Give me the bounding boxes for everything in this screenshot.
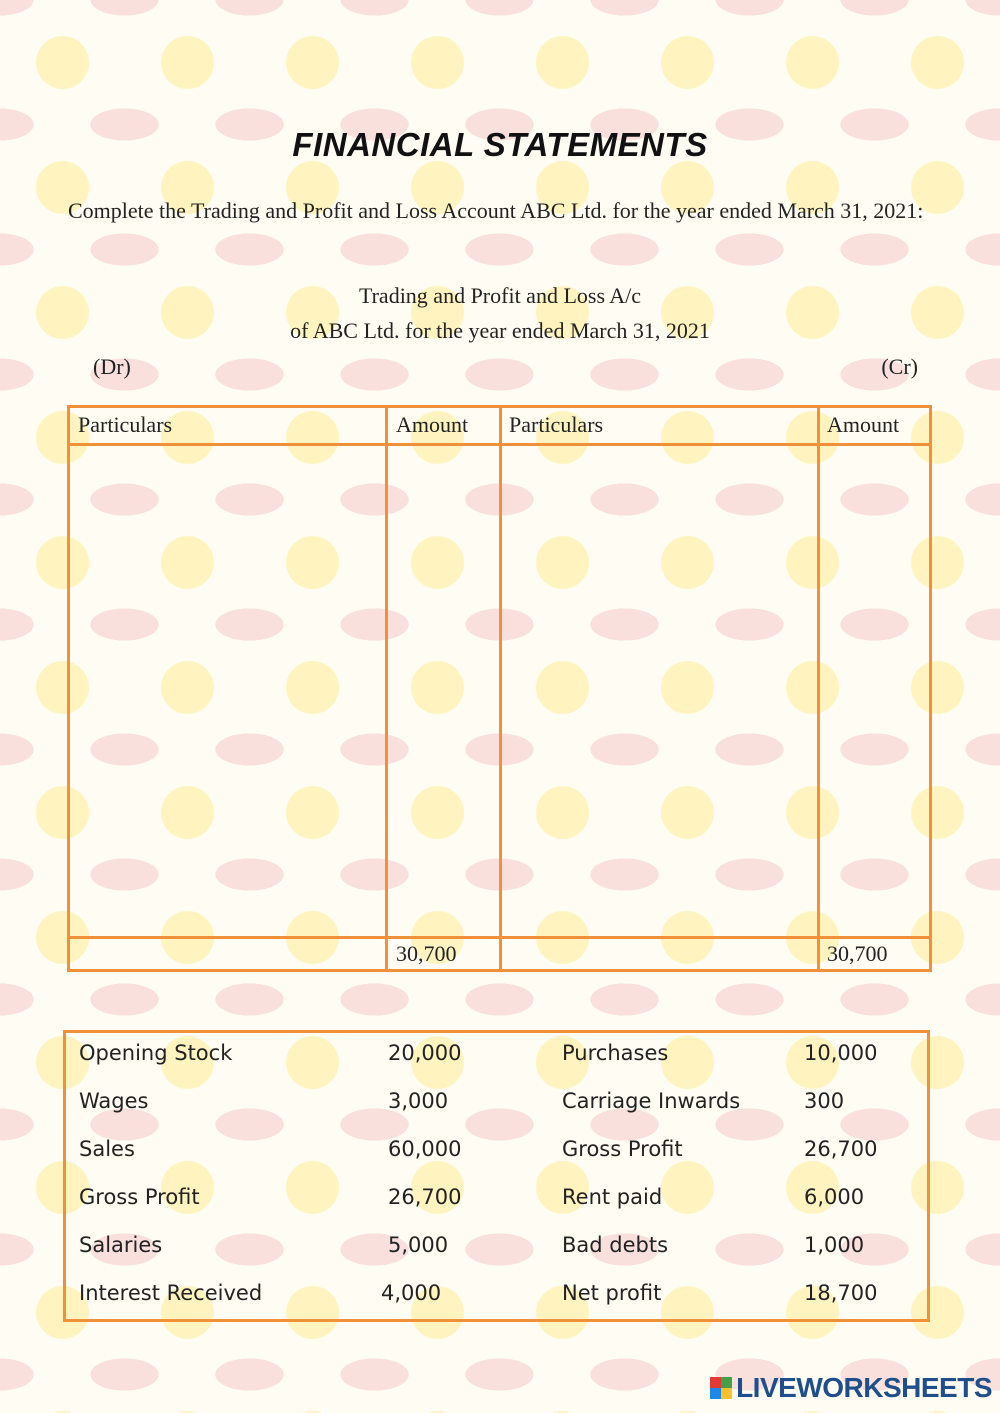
header-amount-left: Amount [396,412,469,437]
item-amount[interactable]: 6,000 [804,1185,865,1209]
list-item [66,1185,927,1233]
total-debit: 30,700 [396,941,457,966]
item-amount[interactable]: 26,700 [804,1137,878,1161]
page-title: FINANCIAL STATEMENTS [292,126,708,163]
account-title-line2: of ABC Ltd. for the year ended March 31, 2021 [290,318,710,343]
item-amount[interactable]: 300 [804,1089,845,1113]
list-item [66,1089,927,1137]
header-particulars-left: Particulars [78,412,173,437]
brand-name: LIVEWORKSHEETS [736,1372,992,1403]
item-label[interactable]: Gross Profit [562,1137,683,1161]
ledger-total-divider [70,936,929,939]
instructions-text: Complete the Trading and Profit and Loss Account ABC Ltd. for the year ended March 31, 2021: [68,198,924,223]
item-label[interactable]: Wages [79,1089,149,1113]
item-label[interactable]: Net profit [562,1281,662,1305]
list-item [66,1137,927,1185]
credit-label: (Cr) [881,354,918,379]
total-credit: 30,700 [827,941,888,966]
item-amount[interactable]: 3,000 [388,1089,449,1113]
item-amount[interactable]: 60,000 [388,1137,462,1161]
item-amount[interactable]: 18,700 [804,1281,878,1305]
item-amount[interactable]: 20,000 [388,1041,462,1065]
credit-particulars-area[interactable] [502,446,817,936]
item-label[interactable]: Interest Received [79,1281,263,1305]
item-label[interactable]: Gross Profit [79,1185,200,1209]
liveworksheets-logo [710,1371,992,1405]
item-label[interactable]: Salaries [79,1233,163,1257]
list-item [66,1233,927,1281]
header-amount-right: Amount [827,412,900,437]
item-amount[interactable]: 4,000 [381,1281,442,1305]
debit-particulars-area[interactable] [70,446,385,936]
item-label[interactable]: Carriage Inwards [562,1089,741,1113]
account-title-line1: Trading and Profit and Loss A/c [358,283,642,308]
list-item [66,1041,927,1089]
list-item [66,1281,927,1329]
item-label[interactable]: Sales [79,1137,135,1161]
item-amount[interactable]: 5,000 [388,1233,449,1257]
items-box [63,1030,930,1322]
item-amount[interactable]: 10,000 [804,1041,878,1065]
item-amount[interactable]: 1,000 [804,1233,865,1257]
debit-amount-area[interactable] [388,446,499,936]
item-label[interactable]: Rent paid [562,1185,663,1209]
item-amount[interactable]: 26,700 [388,1185,462,1209]
item-label[interactable]: Opening Stock [79,1041,233,1065]
debit-label: (Dr) [93,354,131,379]
item-label[interactable]: Bad debts [562,1233,669,1257]
liveworksheets-icon [710,1377,732,1399]
ledger-table [67,405,932,972]
item-label[interactable]: Purchases [562,1041,669,1065]
header-particulars-right: Particulars [509,412,604,437]
credit-amount-area[interactable] [820,446,932,936]
